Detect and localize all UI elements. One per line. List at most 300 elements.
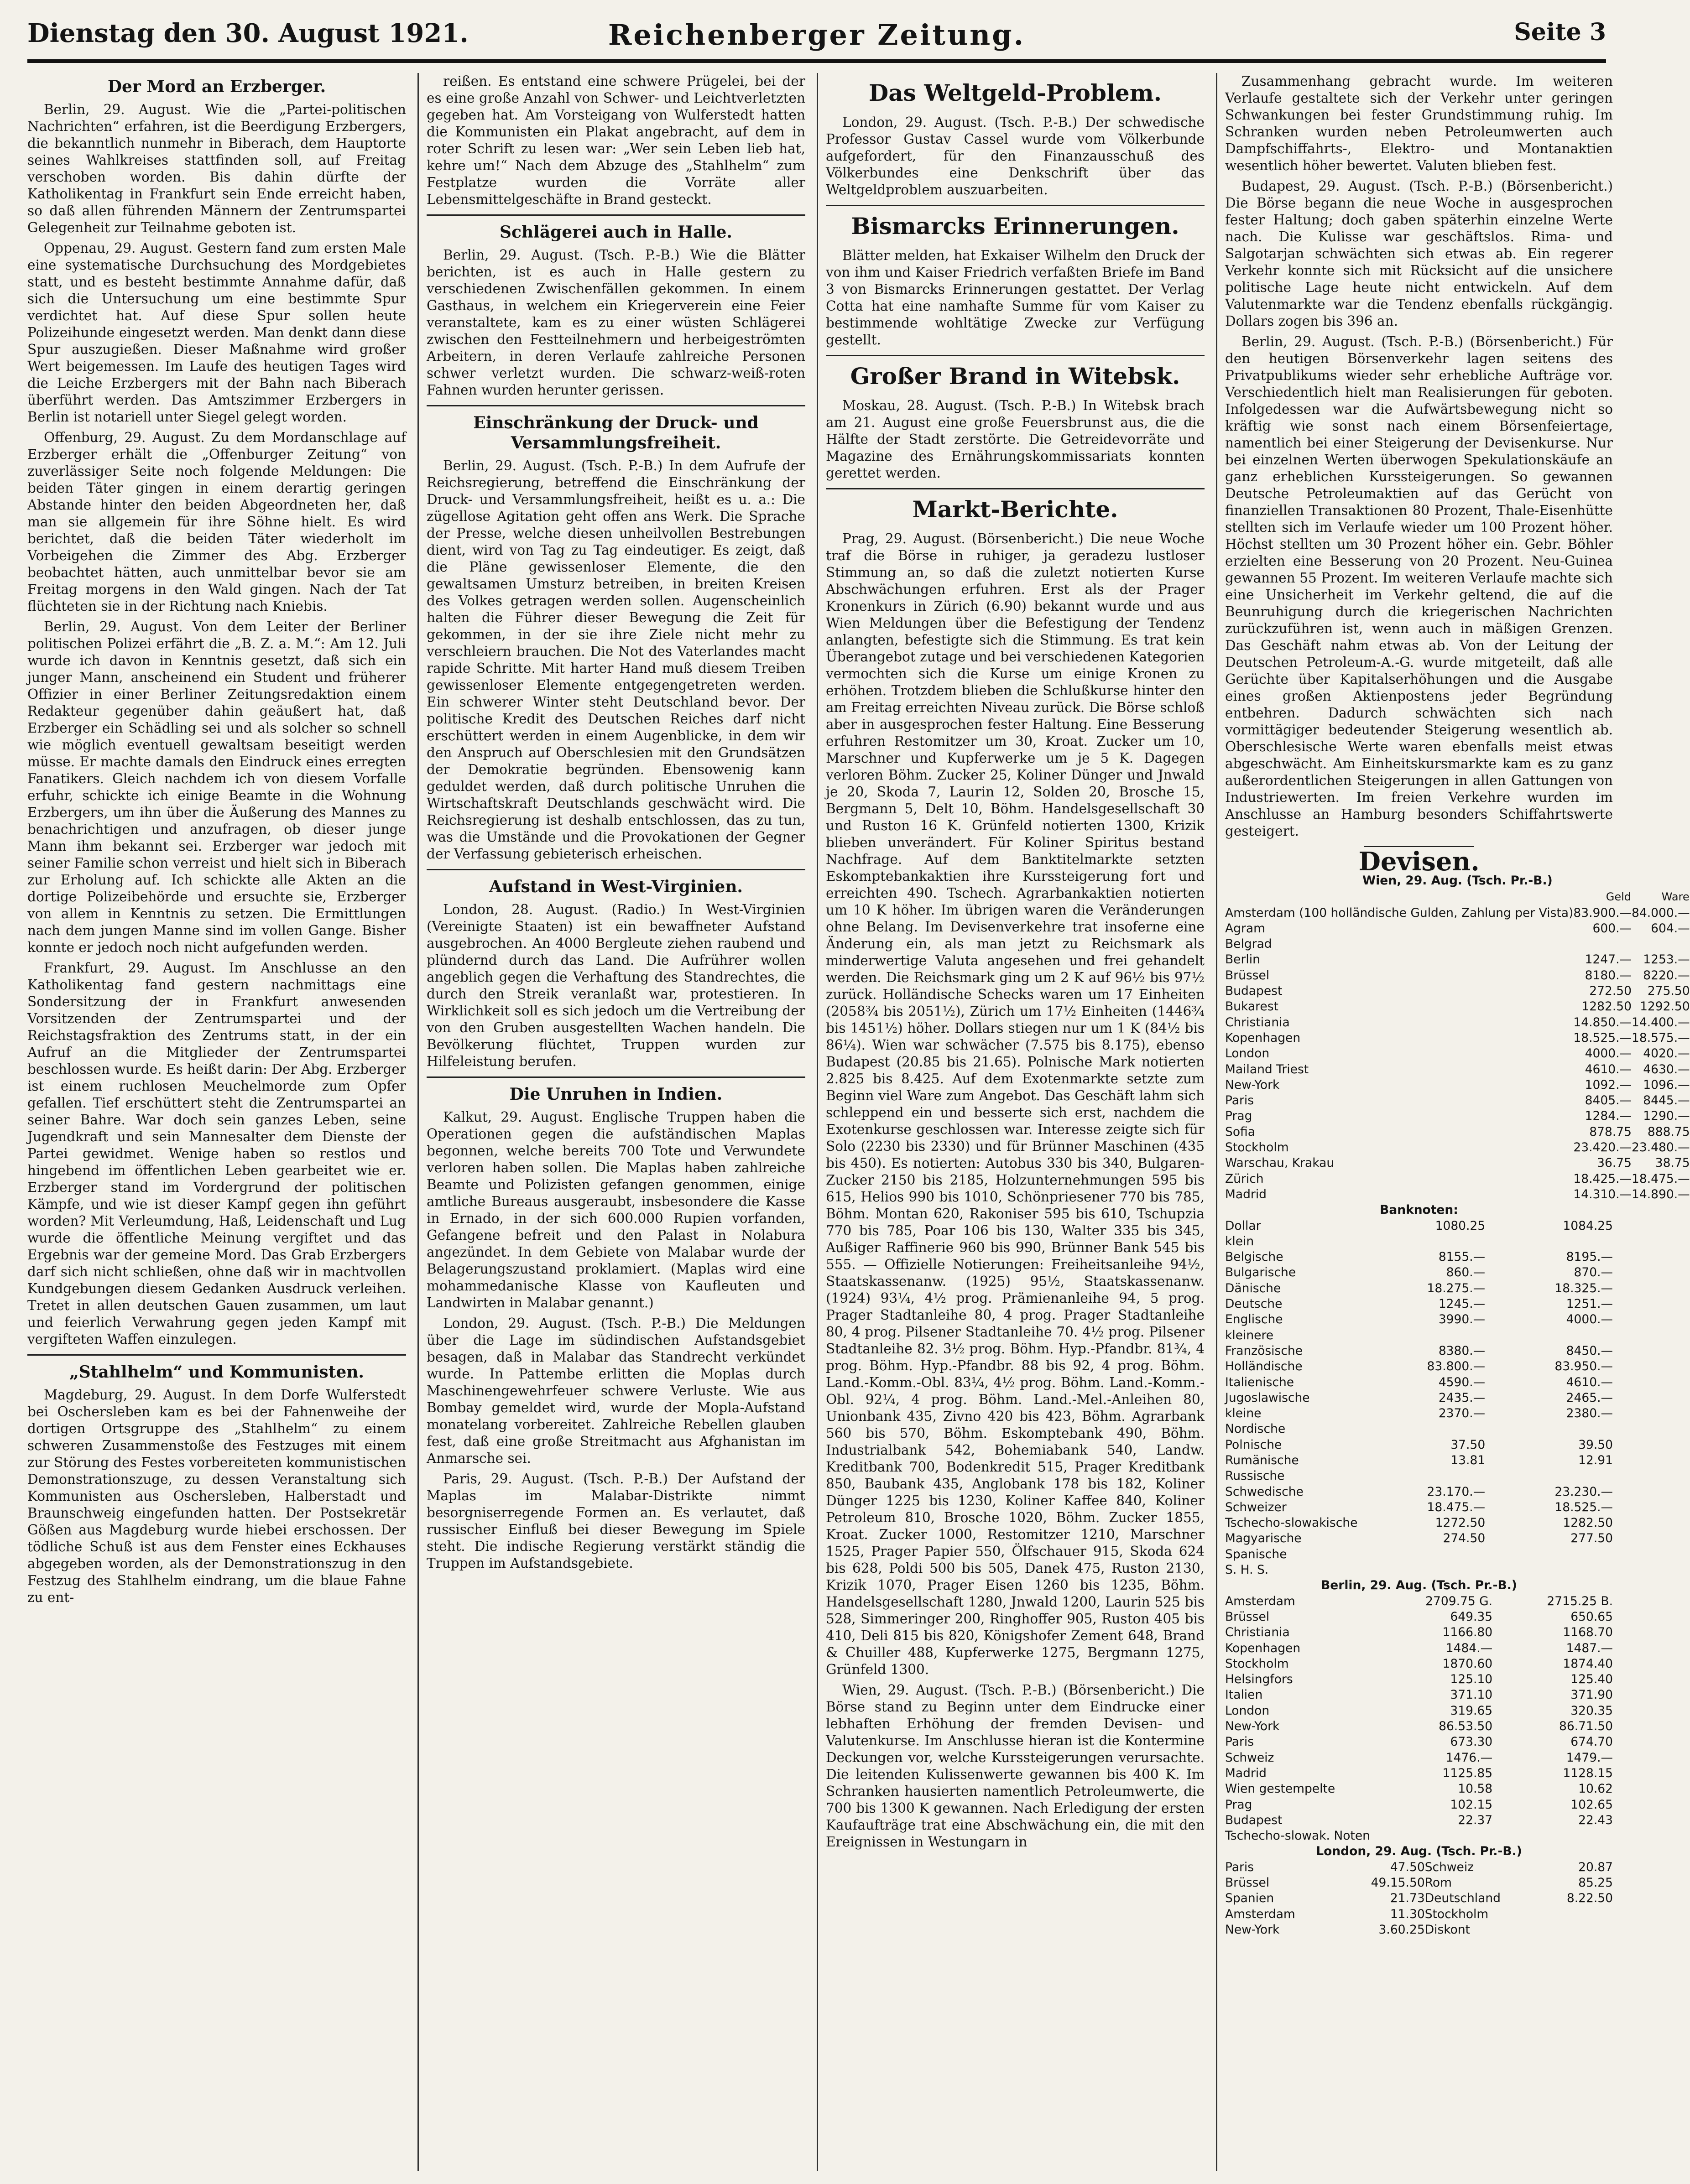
currency-name: Spanische	[1225, 1547, 1287, 1561]
rate-value: 1092.—	[1585, 1077, 1632, 1092]
issue-date: Dienstag den 30. August 1921.	[27, 18, 469, 48]
rate-value: 870.—	[1574, 1265, 1613, 1280]
article-paragraph: Budapest, 29. August. (Tsch. P.-B.) (Börsenbericht.) Die Börse begann die neue Woche in ausgesprochen fester Haltung; doch gaben späterhin einzelne Werte nach. Die Kulisse war geschäftslos. Rima- und Salgotarjan schwächten sich etwas ab. Ein regerer Verkehr konnte sich mit Rücksicht auf die unsichere politische Lage heute nicht entwickeln. Auf dem Valutenmarkte war die Tendenz ebenfalls rückgängig. Dollars zogen bis 396 an.	[1225, 178, 1613, 329]
rate-value: 4610.—	[1585, 1062, 1632, 1076]
currency-name: Schweiz	[1424, 1860, 1474, 1874]
rate-value: 22.37	[1458, 1813, 1493, 1827]
rate-value: 102.15	[1450, 1797, 1493, 1812]
column-label-ware: Ware	[1661, 890, 1690, 904]
currency-name: Agram	[1225, 921, 1265, 936]
rate-value	[1370, 1828, 1492, 1844]
table-header-row	[1225, 873, 1690, 889]
divider	[27, 1354, 406, 1356]
rate-value: 275.50	[1647, 984, 1690, 998]
rate-value: 14.890.—	[1632, 1187, 1690, 1201]
currency-name: Kopenhagen	[1225, 1641, 1301, 1655]
rate-value: 371.90	[1570, 1688, 1613, 1702]
table-row	[1225, 1421, 1613, 1437]
rate-value: 1282.50	[1581, 999, 1632, 1014]
rate-value: 102.65	[1570, 1797, 1613, 1812]
newspaper-name: Reichenberger Zeitung.	[608, 18, 1026, 52]
table-header: London, 29. Aug. (Tsch. Pr.-B.)	[1316, 1844, 1522, 1859]
table-row	[1225, 1891, 1613, 1906]
rate-value: 1166.80	[1442, 1625, 1493, 1640]
rate-value: 4630.—	[1643, 1062, 1690, 1076]
currency-name: London	[1225, 1703, 1270, 1718]
article-paragraph: Frankfurt, 29. August. Im Anschlusse an den Katholikentag fand gestern nachmittags eine Sondersitzung der in Frankfurt anwesenden Vorsitzenden der Zentrumspartei und der Reichstagsfraktion des Zentrums statt, in der ein Aufruf an die Mitglieder der Zentrumspartei beschlossen wurde. Es heißt darin: Der Abg. Erzberger ist einem ruchlosen Meuchelmorde zum Opfer gefallen. Tief erschüttert steht die Zentrumspartei an seiner Bahre. War doch sein ganzes Leben, seine Jugendkraft und sein Mannesalter dem Dienste der Partei gewidmet. Wenige haben so restlos und hingebend im öffentlichen Leben gearbeitet wie er. Erzberger stand im Vordergrund der politischen Kämpfe, und wie ist dieser Kampf gegen ihn geführt worden? Mit Verleumdung, Haß, Leidenschaft und Lug wurde die öffentliche Meinung vergiftet und das Ergebnis war der gemeine Mord. Das Grab Erzbergers darf sich nicht schließen, ohne daß wir in machtvollen Kundgebungen diesem Gedanken Ausdruck verleihen. Tretet in allen deutschen Gauen zusammen, um laut und feierlich Verwahrung gegen jeden Kampf mit vergifteten Waffen einzulegen.	[27, 960, 406, 1347]
rate-value: 4020.—	[1643, 1046, 1690, 1061]
table-row	[1225, 1015, 1690, 1030]
blank-cell	[1225, 889, 1573, 905]
column-labels-row	[1225, 889, 1690, 905]
rate-value: 600.—	[1592, 921, 1632, 936]
rate-value	[1544, 1907, 1613, 1922]
currency-name: Kopenhagen	[1225, 1030, 1301, 1045]
table-row	[1225, 1594, 1613, 1609]
currency-name: Mailand Triest	[1225, 1062, 1309, 1076]
rate-value	[1485, 1468, 1613, 1484]
rate-value	[1357, 1468, 1485, 1484]
rate-value: 1479.—	[1566, 1750, 1613, 1765]
rate-value: 274.50	[1443, 1531, 1486, 1546]
table-row	[1225, 1030, 1690, 1046]
currency-name: Zürich	[1225, 1171, 1264, 1186]
table-row	[1225, 1625, 1613, 1640]
rate-value: 8450.—	[1566, 1343, 1613, 1358]
rate-value: 84.000.—	[1632, 905, 1690, 920]
table-row	[1225, 1406, 1613, 1421]
table-row	[1225, 1484, 1613, 1500]
table-row	[1225, 1077, 1690, 1093]
column-1	[27, 73, 406, 2171]
rate-value: 49.15.50	[1371, 1876, 1425, 1890]
currency-name: Budapest	[1225, 984, 1283, 998]
rate-value: 4590.—	[1438, 1375, 1486, 1389]
rate-value	[1357, 1547, 1485, 1562]
table-row	[1225, 1046, 1690, 1061]
rate-value: 12.91	[1578, 1453, 1613, 1467]
rate-value: 125.10	[1450, 1672, 1493, 1687]
divider	[826, 205, 1205, 206]
currency-name: New-York	[1225, 1719, 1280, 1734]
article-paragraph: Blätter melden, hat Exkaiser Wilhelm den Druck der von ihm und Kaiser Friedrich verfaßten Briefe im Band 3 von Bismarcks Erinnerungen gestattet. Der Verlag Cotta hat eine namhafte Summe für vom Kaiser zu bestimmende wohltätige Zwecke zur Verfügung gestellt.	[826, 248, 1205, 348]
table-row	[1225, 1108, 1690, 1124]
rate-value: 2370.—	[1438, 1406, 1486, 1421]
rate-value	[1485, 1234, 1613, 1249]
rate-value: 18.575.—	[1632, 1030, 1690, 1045]
rate-value: 319.65	[1450, 1703, 1493, 1718]
divider	[427, 214, 805, 216]
article-headline: Bismarcks Erinnerungen.	[851, 213, 1179, 239]
currency-name: Bulgarische	[1225, 1265, 1296, 1280]
table-header-row	[1225, 1578, 1613, 1593]
rate-value: 8155.—	[1438, 1250, 1486, 1264]
devisen-table-london	[1225, 1844, 1613, 1938]
currency-name: Christiania	[1225, 1015, 1290, 1030]
table-row	[1225, 1187, 1690, 1202]
currency-name: Polnische	[1225, 1437, 1282, 1452]
column-rule	[417, 73, 419, 2171]
currency-name: Nordische	[1225, 1422, 1286, 1436]
rate-value: 83.800.—	[1427, 1359, 1486, 1374]
currency-name: Dänische	[1225, 1281, 1281, 1295]
currency-name: Russische	[1225, 1469, 1285, 1483]
rate-value: 86.53.50	[1439, 1719, 1493, 1734]
rate-value: 125.40	[1570, 1672, 1613, 1687]
rate-value: 860.—	[1446, 1265, 1486, 1280]
table-row	[1225, 1766, 1613, 1781]
currency-name: Prag	[1225, 1797, 1252, 1812]
article-paragraph: Berlin, 29. August. Wie die „Partei-politischen Nachrichten“ erfahren, ist die Beerdigung Erzbergers, die bekanntlich nunmehr in Biberach, dem Hauptorte seines Wahlkreises stattfinden soll, auf Freitag verschoben worden. Bis dahin dürfte der Katholikentag in Frankfurt sein Ende erreicht haben, so daß allen führenden Männern der Zentrumspartei Gelegenheit zur Teilnahme geboten ist.	[27, 102, 406, 235]
rate-value	[1357, 1234, 1485, 1249]
rate-value: 1282.50	[1563, 1516, 1613, 1530]
article-paragraph: Wien, 29. August. (Tsch. P.-B.) (Börsenbericht.) Die Börse stand zu Beginn unter dem Eindrucke einer lebhaften Erhöhung der fremden Devisen- und Valutenkurse. Im Anschlusse hieran ist die Kontermine Deckungen vor, welche Kurssteigerungen verursachte. Die leitenden Kulissenwerte gewannen bis 400 K. Im Schranken hausierten namentlich Petroleumwerte, die 700 bis 1300 K gewannen. Nach Erledigung der ersten Kaufaufträge trat eine Abschwächung ein, die mit den Ereignissen in Westungarn in	[826, 1682, 1205, 1850]
rate-value: 39.50	[1578, 1437, 1613, 1452]
rate-value: 1284.—	[1585, 1109, 1632, 1123]
rate-value: 1476.—	[1445, 1750, 1493, 1765]
currency-name: Bukarest	[1225, 999, 1278, 1014]
article-paragraph: Magdeburg, 29. August. In dem Dorfe Wulferstedt bei Oschersleben kam es bei der Fahnenweihe der dortigen Ortsgruppe des „Stahlhelm“ zu einem schweren Zusammenstoße des Festzuges mit einem zur Störung des Festes vorbereiteten kommunistischen Demonstrationszuge, zu dessen Veranstaltung sich Kommunisten aus Oschersleben, Halberstadt und Braunschweig eingefunden hatten. Der Postsekretär Gößen aus Magdeburg wurde hiebei erschossen. Der tödliche Schuß ist aus dem Fenster eines Eckhauses abgegeben worden, als der Demonstrationszug in den Festzug des Stahlhelm eindrang, um die blaue Fahne zu ent-	[27, 1387, 406, 1605]
table-row	[1225, 1562, 1613, 1578]
rate-value	[1357, 1562, 1485, 1578]
rate-value: 86.71.50	[1559, 1719, 1613, 1734]
table-row	[1225, 1375, 1613, 1390]
article-paragraph: Offenburg, 29. August. Zu dem Mordanschlage auf Erzberger erhält die „Offenburger Zeitung“ von zuverlässiger Seite noch folgende Meldungen: Die beiden Täter gingen in einem derartig geringen Abstande hinter den beiden Abgeordneten her, daß man sie allgemein für ihre Söhne hielt. Es wird berichtet, daß die beiden Täter wiederholt im Vorbeigehen die Zimmer des Abg. Erzberger beobachtet hätten, auch unmittelbar bevor sie am Freitag morgens in den Wald gingen. Nach der Tat flüchteten sie in der Richtung nach Kniebis.	[27, 430, 406, 614]
table-row	[1225, 1656, 1613, 1672]
table-header: Berlin, 29. Aug. (Tsch. Pr.-B.)	[1321, 1578, 1517, 1593]
currency-name: Magyarische	[1225, 1531, 1302, 1546]
divider	[826, 355, 1205, 356]
rate-value: 650.65	[1570, 1609, 1613, 1624]
article-paragraph: Prag, 29. August. (Börsenbericht.) Die neue Woche traf die Börse in ruhiger, ja geradezu lustloser Stimmung an, so daß die zuletzt notierten Kurse Abschwächungen erfuhren. Erst als der Prager Kronenkurs in Zürich (6.90) bekannt wurde und aus Wien Meldungen über die Befestigung der Tendenz anlangten, befestigte sich die Stimmung. Es trat kein Überangebot zutage und bei verschiedenen Kategorien vermochten sich die Kurse um einige Kronen zu erhöhen. Trotzdem blieben die Schlußkurse hinter den am Freitag erreichten Niveau zurück. Die Börse schloß aber in ausgesprochen fester Haltung. Eine Besserung erfuhren Restomitzer um 30, Kroat. Zucker um 10, Marschner und Kupferwerke um je 5 K. Dagegen verloren Böhm. Zucker 25, Koliner Dünger und Jnwald je 20, Skoda 7, Laurin 12, Solden 20, Brosche 15, Bergmann 5, Delt 10, Böhm. Handelsgesellschaft 30 und Ruston 16 K. Grünfeld notierten 1300, Krizik blieben unverändert. Für Koliner Spiritus bestand Nachfrage. Auf dem Banktitelmarkte setzten Eskomptebankaktien ihre Kurssteigerung fort und erreichten 490. Tschech. Agrarbankaktien notierten um 10 K höher. Im übrigen waren die Veränderungen ohne Belang. Im Devisenverkehre trat insoferne eine Änderung ein, als man jetzt zu Reichsmark als minderwertige Valuta angesehen und frei gehandelt werden. Die Reichsmark ging um 2 K auf 96½ bis 97½ zurück. Holländische Schecks waren um 17 Einheiten (2058¾ bis 2051½), Zürich um 17½ Einheiten (1446¾ bis 1451½) höher. Dollars stiegen nur um 1 K (84½ bis 86¼). Wien war schwächer (7.575 bis 8.175), ebenso Budapest (20.85 bis 21.65). Polnische Mark notierten 2.825 bis 8.425. Auf dem Exotenmarkte setzte zum Beginn viel Ware zum Angebot. Das Geschäft lahm sich schleppend ein und besserte sich erst, nachdem die Exotenkurse geschlossen war. Interesse zeigte sich für Solo (2230 bis 2330) und für Brünner Maschinen (435 bis 450). Es notierten: Autobus 330 bis 340, Bulgaren-Zucker 2150 bis 2185, Holzunternehmungen 595 bis 615, Helios 990 bis 1010, Schönpriesener 770 bis 785, Böhm. Montan 620, Rakoniser 595 bis 610, Tschupzia 770 bis 785, Poar 106 bis 130, Walter 335 bis 345, Außiger Raffinerie 960 bis 990, Brünner Bank 545 bis 555. — Offizielle Notierungen: Freiheitsanleihe 94½, Staatskassenanw. (1925) 95½, Staatskassenanw. (1924) 93¼, 4½ prog. Prämienanleihe 94, 5 prog. Prager Stadtanleihe 80, 4 prog. Prager Stadtanleihe 80, 4 prog. Pilsener Stadtanleihe 70. 4½ prog. Pilsener Stadtanleihe 82. 3½ prog. Böhm. Hyp.-Pfandbr. 81¾, 4 prog. Böhm. Hyp.-Pfandbr. 88 bis 92, 4 prog. Böhm. Land.-Komm.-Obl. 83¼, 4½ prog. Böhm. Land.-Komm.-Obl. 92¼, 4 prog. Böhm. Land.-Mel.-Anleihen 80, Unionbank 435, Zivno 420 bis 423, Böhm. Agrarbank 560 bis 570, Böhm. Eskomptebank 490, Böhm. Industrialbank 542, Bohemiabank 540, Landw. Kreditbank 700, Bodenkredit 515, Prager Kreditbank 850, Baubank 435, Anglobank 178 bis 182, Koliner Dünger 1225 bis 1230, Koliner Kaffee 840, Koliner Petroleum 810, Brosche 1020, Böhm. Zucker 1855, Kroat. Zucker 1000, Restomitzer 1210, Marschner 1525, Prager Papier 550, Ölfschauer 915, Skoda 624 bis 628, Poldi 500 bis 505, Danek 475, Ruston 2130, Krizik 1070, Prager Eisen 1260 bis 1235, Böhm. Handelsgesellschaft 1280, Jnwald 1200, Laurin 525 bis 528, Simmeringer 200, Ringhoffer 905, Ruston 405 bis 410, Deli 815 bis 820, Königshofer Zement 648, Brand & Chuiller 488, Kupferwerke 1275, Bergmann 1275, Grünfeld 1300.	[826, 531, 1205, 1677]
table-row	[1225, 1453, 1613, 1468]
rate-value: 22.43	[1578, 1813, 1613, 1827]
rate-value	[1632, 936, 1690, 952]
currency-name: Amsterdam	[1225, 1907, 1295, 1921]
table-row	[1225, 1234, 1613, 1249]
currency-name: Italien	[1225, 1688, 1263, 1702]
table-row	[1225, 1296, 1613, 1312]
currency-name: Jugoslawische	[1225, 1390, 1310, 1405]
rate-value: 83.950.—	[1554, 1359, 1613, 1374]
rate-value: 1080.25	[1435, 1218, 1486, 1233]
currency-name: S. H. S.	[1225, 1563, 1269, 1577]
article-headline: „Stahlhelm“ und Kommunisten.	[69, 1362, 364, 1382]
table-row	[1225, 1437, 1613, 1453]
devisen-table-wien	[1225, 873, 1690, 1202]
article-paragraph: London, 29. August. (Tsch. P.-B.) Die Meldungen über die Lage im südindischen Aufstandsgebiet besagen, daß in Malabar das Standrecht verkündet wurde. In Pattembe erlitten die Moplas durch Maschinengewehrfeuer schwere Verluste. Wie aus Bombay gemeldet wird, wurde der Mopla-Aufstand monatelang vorbereitet. Zahlreiche Rebellen glauben fest, daß eine große Streitmacht aus Afghanistan im Anmarsche sei.	[427, 1316, 805, 1466]
article-paragraph: Paris, 29. August. (Tsch. P.-B.) Der Aufstand der Maplas im Malabar-Distrikte nimmt besorgniserregende Formen an. Es verlautet, daß russischer Einfluß bei dieser Bewegung im Spiele steht. Die indische Regierung verstärkt ständig die Truppen im Aufstandsgebiete.	[427, 1471, 805, 1571]
table-row	[1225, 1500, 1613, 1515]
rate-value: 38.75	[1655, 1156, 1690, 1170]
column-label-geld: Geld	[1606, 890, 1631, 904]
table-header: Banknoten:	[1380, 1203, 1458, 1217]
table-row	[1225, 1875, 1613, 1891]
currency-name: Dollar	[1225, 1218, 1261, 1233]
rate-value: 1096.—	[1643, 1077, 1690, 1092]
rate-value: 1487.—	[1566, 1641, 1613, 1655]
currency-name: Belgrad	[1225, 937, 1272, 952]
article-headline: Der Mord an Erzberger.	[107, 77, 326, 96]
rate-value: 8180.—	[1585, 968, 1632, 983]
table-row	[1225, 1609, 1613, 1625]
rate-value: 10.58	[1458, 1782, 1493, 1796]
divider	[427, 869, 805, 870]
rate-value: 8.22.50	[1566, 1891, 1613, 1906]
rate-value: 20.87	[1578, 1860, 1613, 1874]
table-row	[1225, 1781, 1613, 1797]
rate-value: 2380.—	[1566, 1406, 1613, 1421]
rate-value: 277.50	[1570, 1531, 1613, 1546]
column-4-text	[1225, 73, 1613, 840]
table-row	[1225, 1155, 1690, 1171]
currency-name: Belgische	[1225, 1250, 1283, 1264]
rate-value: 36.75	[1597, 1156, 1632, 1170]
rate-value: 4610.—	[1566, 1375, 1613, 1389]
rate-value: 2465.—	[1566, 1390, 1613, 1405]
currency-name: Französische	[1225, 1343, 1303, 1358]
table-header-row	[1225, 1202, 1613, 1218]
table-row	[1225, 1860, 1613, 1875]
table-row	[1225, 1093, 1690, 1108]
table-row	[1225, 1703, 1613, 1719]
article-headline: Die Unruhen in Indien.	[509, 1085, 723, 1104]
rate-value: 8445.—	[1643, 1093, 1690, 1108]
rate-value: 14.400.—	[1632, 1015, 1690, 1030]
currency-name: Madrid	[1225, 1766, 1267, 1780]
column-2	[427, 73, 805, 2171]
table-row	[1225, 1359, 1613, 1374]
rate-value: 371.10	[1450, 1688, 1493, 1702]
article-headline: Einschränkung der Druck- und Versammlungsfreiheit.	[473, 413, 759, 452]
table-header: Wien, 29. Aug. (Tsch. Pr.-B.)	[1362, 874, 1553, 888]
rate-value: 18.475.—	[1427, 1500, 1486, 1514]
divider	[826, 488, 1205, 489]
rate-value	[1492, 1828, 1613, 1844]
currency-name: Helsingfors	[1225, 1672, 1293, 1687]
rate-value: 4000.—	[1585, 1046, 1632, 1061]
rate-value: 1870.60	[1442, 1656, 1493, 1671]
table-row	[1225, 1124, 1690, 1140]
table-row	[1225, 1672, 1613, 1687]
currency-name: Spanien	[1225, 1891, 1274, 1906]
rate-value: 18.325.—	[1554, 1281, 1613, 1295]
article-headline: Das Weltgeld-Problem.	[868, 79, 1162, 106]
rate-value: 2715.25 B.	[1547, 1594, 1613, 1608]
divider	[427, 405, 805, 406]
column-rule	[1216, 73, 1217, 2171]
article-headline: Aufstand in West-Virginien.	[489, 877, 743, 896]
table-row	[1225, 1218, 1613, 1234]
article-paragraph: London, 28. August. (Radio.) In West-Virginien (Vereinigte Staaten) ist ein bewaffneter Aufstand ausgebrochen. An 4000 Bergleute ziehen raubend und plündernd durch das Land. Die Aufrührer wollen angeblich gegen die Verhaftung des Standrechtes, die durch den Streik veranlaßt war, protestieren. In Wirklichkeit soll es sich jedoch um die Vertreibung der von den Gruben ausgestellten Wachen handeln. Die Bevölkerung flüchtet, Truppen wurden zur Hilfeleistung berufen.	[427, 902, 805, 1069]
currency-name: Deutsche	[1225, 1297, 1283, 1311]
table-row	[1225, 1062, 1690, 1077]
rate-value: 1245.—	[1438, 1297, 1486, 1311]
rate-value: 2435.—	[1438, 1390, 1486, 1405]
rate-value	[1485, 1547, 1613, 1562]
currency-name: Stockholm	[1225, 1140, 1289, 1155]
table-row	[1225, 952, 1690, 967]
rate-value: 1128.15	[1563, 1766, 1613, 1780]
rate-value	[1357, 1328, 1485, 1343]
table-row	[1225, 1547, 1613, 1562]
table-row	[1225, 1922, 1613, 1938]
table-row	[1225, 1734, 1613, 1750]
rate-value: 1292.50	[1640, 999, 1690, 1014]
table-row	[1225, 1140, 1690, 1155]
currency-name: New-York	[1225, 1077, 1280, 1092]
rate-value: 85.25	[1578, 1876, 1613, 1890]
rate-value: 18.475.—	[1632, 1171, 1690, 1186]
table-row	[1225, 1531, 1613, 1546]
rate-value: 11.30	[1390, 1907, 1425, 1921]
article-headline: Markt-Berichte.	[912, 496, 1118, 523]
currency-name: Diskont	[1424, 1922, 1471, 1937]
table-row	[1225, 1328, 1613, 1343]
currency-name: Berlin	[1225, 952, 1260, 967]
rate-value: 1290.—	[1643, 1109, 1690, 1123]
rate-value: 8405.—	[1585, 1093, 1632, 1108]
rate-value: 1247.—	[1585, 952, 1632, 967]
rate-value: 23.230.—	[1554, 1484, 1613, 1499]
table-row	[1225, 1249, 1613, 1265]
column-3	[826, 73, 1205, 2171]
table-row	[1225, 1907, 1613, 1922]
rate-value: 8220.—	[1643, 968, 1690, 983]
currency-name: Brüssel	[1225, 968, 1270, 983]
rate-value	[1485, 1328, 1613, 1343]
rate-value: 18.525.—	[1573, 1030, 1632, 1045]
page-number: Seite 3	[1514, 18, 1606, 46]
article-paragraph: Moskau, 28. August. (Tsch. P.-B.) In Witebsk brach am 21. August eine große Feuersbrunst aus, die die Hälfte der Stadt zerstörte. Die Getreidevorräte und Magazine des Ernährungskommissariats konnten gerettet werden.	[826, 398, 1205, 481]
currency-name: Brüssel	[1225, 1876, 1270, 1890]
table-row	[1225, 921, 1690, 936]
currency-name: Schweizer	[1225, 1500, 1287, 1514]
rate-value: 1251.—	[1566, 1297, 1613, 1311]
rate-value: 14.310.—	[1573, 1187, 1632, 1201]
currency-name: Stockholm	[1424, 1907, 1489, 1921]
rate-value: 18.525.—	[1554, 1500, 1613, 1514]
article-paragraph: London, 29. August. (Tsch. P.-B.) Der schwedische Professor Gustav Cassel wurde vom Völkerbunde aufgefordert, für den Finanzausschuß des Völkerbundes eine Denkschrift über das Weltgeldproblem auszuarbeiten.	[826, 114, 1205, 198]
column-4	[1225, 73, 1690, 2171]
rate-value: 673.30	[1450, 1735, 1493, 1749]
rate-value: 23.480.—	[1632, 1140, 1690, 1155]
article-paragraph: Kalkut, 29. August. Englische Truppen haben die Operationen gegen die aufständischen Maplas begonnen, welche bereits 700 Tote und Verwundete verloren haben sollen. Die Maplas haben zahlreiche Beamte und Polizisten gefangen genommen, einige amtliche Bureaus ausgeraubt, insbesondere die Kasse in Ernado, in der sich 600.000 Rupien vorfanden, Gefangene befreit und den Palast in Nolabura angezündet. In dem Gebiete von Malabar wurde der Belagerungszustand proklamiert. (Maplas wird eine mohammedanische Klasse von Kaufleuten und Landwirten in Malabar genannt.)	[427, 1109, 805, 1310]
currency-name: Sofia	[1225, 1124, 1255, 1139]
divider	[427, 1076, 805, 1078]
table-row	[1225, 1312, 1613, 1327]
rate-value: 3990.—	[1438, 1312, 1486, 1327]
rate-value: 888.75	[1647, 1124, 1690, 1139]
table-row	[1225, 1281, 1613, 1296]
devisen-table-berlin	[1225, 1578, 1613, 1844]
table-row	[1225, 1641, 1613, 1656]
currency-name: Tschecho-slowak. Noten	[1225, 1829, 1370, 1843]
currency-name: kleine	[1225, 1406, 1262, 1421]
table-row	[1225, 1687, 1613, 1703]
currency-name: kleinere	[1225, 1328, 1274, 1342]
currency-name: Amsterdam (100 holländische Gulden, Zahlung per Vista)	[1225, 905, 1574, 920]
currency-name: Amsterdam	[1225, 1594, 1295, 1608]
table-row	[1225, 1171, 1690, 1187]
table-row	[1225, 1813, 1613, 1828]
article-headline: Schlägerei auch in Halle.	[500, 223, 732, 242]
rate-value: 1168.70	[1563, 1625, 1613, 1640]
table-row	[1225, 968, 1690, 983]
article-paragraph: Zusammenhang gebracht wurde. Im weiteren Verlaufe gestaltete sich der Verkehr unter geringen Schwankungen bei fester Grundstimmung ruhig. Im Schranken wurden neben Petroleumwerten auch Dampfschiffahrts-, Elektro- und Montanaktien wesentlich höher bewertet. Valuten blieben fest.	[1225, 73, 1613, 173]
rate-value: 1272.50	[1435, 1516, 1486, 1530]
currency-name: Holländische	[1225, 1359, 1303, 1374]
currency-name: Prag	[1225, 1109, 1252, 1123]
rate-value	[1485, 1421, 1613, 1437]
currency-name: Christiania	[1225, 1625, 1290, 1640]
rate-value: 2709.75 G.	[1425, 1594, 1493, 1608]
currency-name: Italienische	[1225, 1375, 1294, 1389]
currency-name: Warschau, Krakau	[1225, 1156, 1335, 1170]
currency-name: Deutschland	[1424, 1891, 1501, 1906]
currency-name: New-York	[1225, 1922, 1280, 1937]
rate-value: 23.420.—	[1573, 1140, 1632, 1155]
table-row	[1225, 1343, 1613, 1359]
currency-name: Budapest	[1225, 1813, 1283, 1827]
currency-name: Paris	[1225, 1860, 1254, 1874]
rate-value	[1573, 936, 1632, 952]
currency-name: London	[1225, 1046, 1270, 1061]
currency-name: Brüssel	[1225, 1609, 1270, 1624]
currency-name: Paris	[1225, 1735, 1254, 1749]
currency-name: Englische	[1225, 1312, 1283, 1327]
rate-value: 18.275.—	[1427, 1281, 1486, 1295]
banknoten-table	[1225, 1202, 1613, 1578]
table-row	[1225, 1719, 1613, 1734]
article-paragraph: Berlin, 29. August. (Tsch. P.-B.) Wie die Blätter berichten, ist es auch in Halle gestern zu verschiedenen Zwischenfällen gekommen. In einem Gasthaus, in welchem ein Kriegerverein eine Feier veranstaltete, kam es zu einer wüsten Schlägerei zwischen den Festteilnehmern und herbeigeströmten Arbeitern, in deren Verlaufe zahlreiche Personen schwer verletzt wurden. Die schwarz-weiß-roten Fahnen wurden herunter gerissen.	[427, 247, 805, 398]
table-row	[1225, 983, 1690, 999]
rate-value: 18.425.—	[1573, 1171, 1632, 1186]
currency-name: Stockholm	[1225, 1656, 1289, 1671]
masthead	[27, 14, 1606, 63]
article-paragraph: Oppenau, 29. August. Gestern fand zum ersten Male eine systematische Durchsuchung des Mordgebietes statt, und es besteht bestimmte Annahme dafür, daß sich die Untersuchung um eine bestimmte Spur verdichtet hat. Auf diese Spur sollen heute Polizeihunde eingesetzt werden. Man denkt dann diese Spur auszugießen. Dieser Maßnahme wird großer Wert beigemessen. Im Laufe des heutigen Tages wird die Leiche Erzbergers mit der Bahn nach Biberach überführt werden. Das Amtszimmer Erzbergers in Berlin ist notariell unter Siegel gelegt worden.	[27, 240, 406, 425]
rate-value: 4000.—	[1566, 1312, 1613, 1327]
rate-value: 10.62	[1578, 1782, 1613, 1796]
currency-name: Paris	[1225, 1093, 1254, 1108]
table-row	[1225, 999, 1690, 1014]
rate-value	[1357, 1421, 1485, 1437]
rate-value: 674.70	[1570, 1735, 1613, 1749]
article-paragraph: Berlin, 29. August. Von dem Leiter der Berliner politischen Polizei erfährt die „B. Z. a. M.“: Am 12. Juli wurde ich davon in Kenntnis gesetzt, daß sich ein junger Mann, anscheinend ein Student und früherer Offizier in einer Berliner Zeitungsredaktion einem Redakteur gegenüber dahin geäußert hat, daß Erzberger ein Schädling sei und als solcher so schnell wie möglich eventuell gewaltsam beseitigt werden müsse. Er machte damals den Eindruck eines erregten Fanatikers. Gleich nachdem ich von diesem Vorfalle erfuhr, schickte ich einige Beamte in die Wohnung Erzbergers, um ihn über die Äußerung des Mannes zu benachrichtigen und anzufragen, ob dieser junge Mann ihm bekannt sei. Erzberger war jedoch mit seiner Familie schon verreist und hielt sich in Biberach zur Erholung auf. Ich schickte alle Akten an die dortige Polizeibehörde und ersuchte sie, Erzberger von allem in Kenntnis zu setzen. Die Ermittlungen nach dem jungen Manne sind im vollen Gange. Bisher konnte er jedoch noch nicht aufgefunden werden.	[27, 619, 406, 955]
article-paragraph: Berlin, 29. August. (Tsch. P.-B.) In dem Aufrufe der Reichsregierung, betreffend die Einschränkung der Druck- und Versammlungsfreiheit, heißt es u. a.: Die zügellose Agitation geht offen ans Werk. Die Sprache der Presse, welche diesen unheilvollen Bestrebungen dient, wird von Tag zu Tag eindeutiger. Es zeigt, daß die Pläne gewissenloser Elemente, die den gewaltsamen Umsturz betreiben, in breiten Kreisen des Volkes getragen werden sollen. Augenscheinlich halten die Führer dieser Bewegung die Zeit für gekommen, in der sie ihre Ziele nicht mehr zu verschleiern brauchen. Die Not des Vaterlandes macht rapide Schritte. Mit harter Hand muß diesem Treiben gewissenloser Elemente entgegengetreten werden. Ein schwerer Winter steht Deutschland bevor. Der politische Kredit des Deutschen Reiches darf nicht erschüttert werden in einem Augenblicke, in dem wir den Anspruch auf Oberschlesien mit den Grundsätzen der Demokratie begründen. Ebensowenig kann geduldet werden, daß durch politische Unruhen die Wirtschaftskraft Deutschlands geschwächt wird. Die Reichsregierung ist deshalb entschlossen, das zu tun, was die Umstände und die Provokationen der Gegner der Verfassung gebieterisch erheischen.	[427, 458, 805, 862]
rate-value: 1084.25	[1563, 1218, 1613, 1233]
table-row	[1225, 936, 1690, 952]
table-row	[1225, 1390, 1613, 1406]
table-row	[1225, 905, 1690, 921]
currency-name: klein	[1225, 1234, 1254, 1248]
rate-value: 272.50	[1589, 984, 1632, 998]
rate-value: 47.50	[1390, 1860, 1425, 1874]
rate-value: 1253.—	[1643, 952, 1690, 967]
currency-name: Schwedische	[1225, 1484, 1304, 1499]
rate-value: 37.50	[1450, 1437, 1486, 1452]
rate-value: 21.73	[1390, 1891, 1425, 1906]
article-headline: Großer Brand in Witebsk.	[850, 363, 1180, 390]
rate-value: 14.850.—	[1573, 1015, 1632, 1030]
rate-value	[1485, 1562, 1613, 1578]
rate-value: 1484.—	[1445, 1641, 1493, 1655]
article-paragraph: reißen. Es entstand eine schwere Prügelei, bei der es eine große Anzahl von Schwer- und Leichtverletzten gegeben hat. Am Vorsteigang von Wulferstedt hatten die Kommunisten ein Plakat angebracht, auf dem in roter Schrift zu lesen war: „Wer sein Leben lieb hat, kehre um!“ Nach dem Abzuge des „Stahlhelm“ zum Festplatze wurden die Vorräte aller Lebensmittelgeschäfte in Brand gesteckt.	[427, 73, 805, 207]
rate-value: 1874.40	[1563, 1656, 1613, 1671]
currency-name: Schweiz	[1225, 1750, 1274, 1765]
rate-value: 649.35	[1450, 1609, 1493, 1624]
table-row	[1225, 1797, 1613, 1813]
